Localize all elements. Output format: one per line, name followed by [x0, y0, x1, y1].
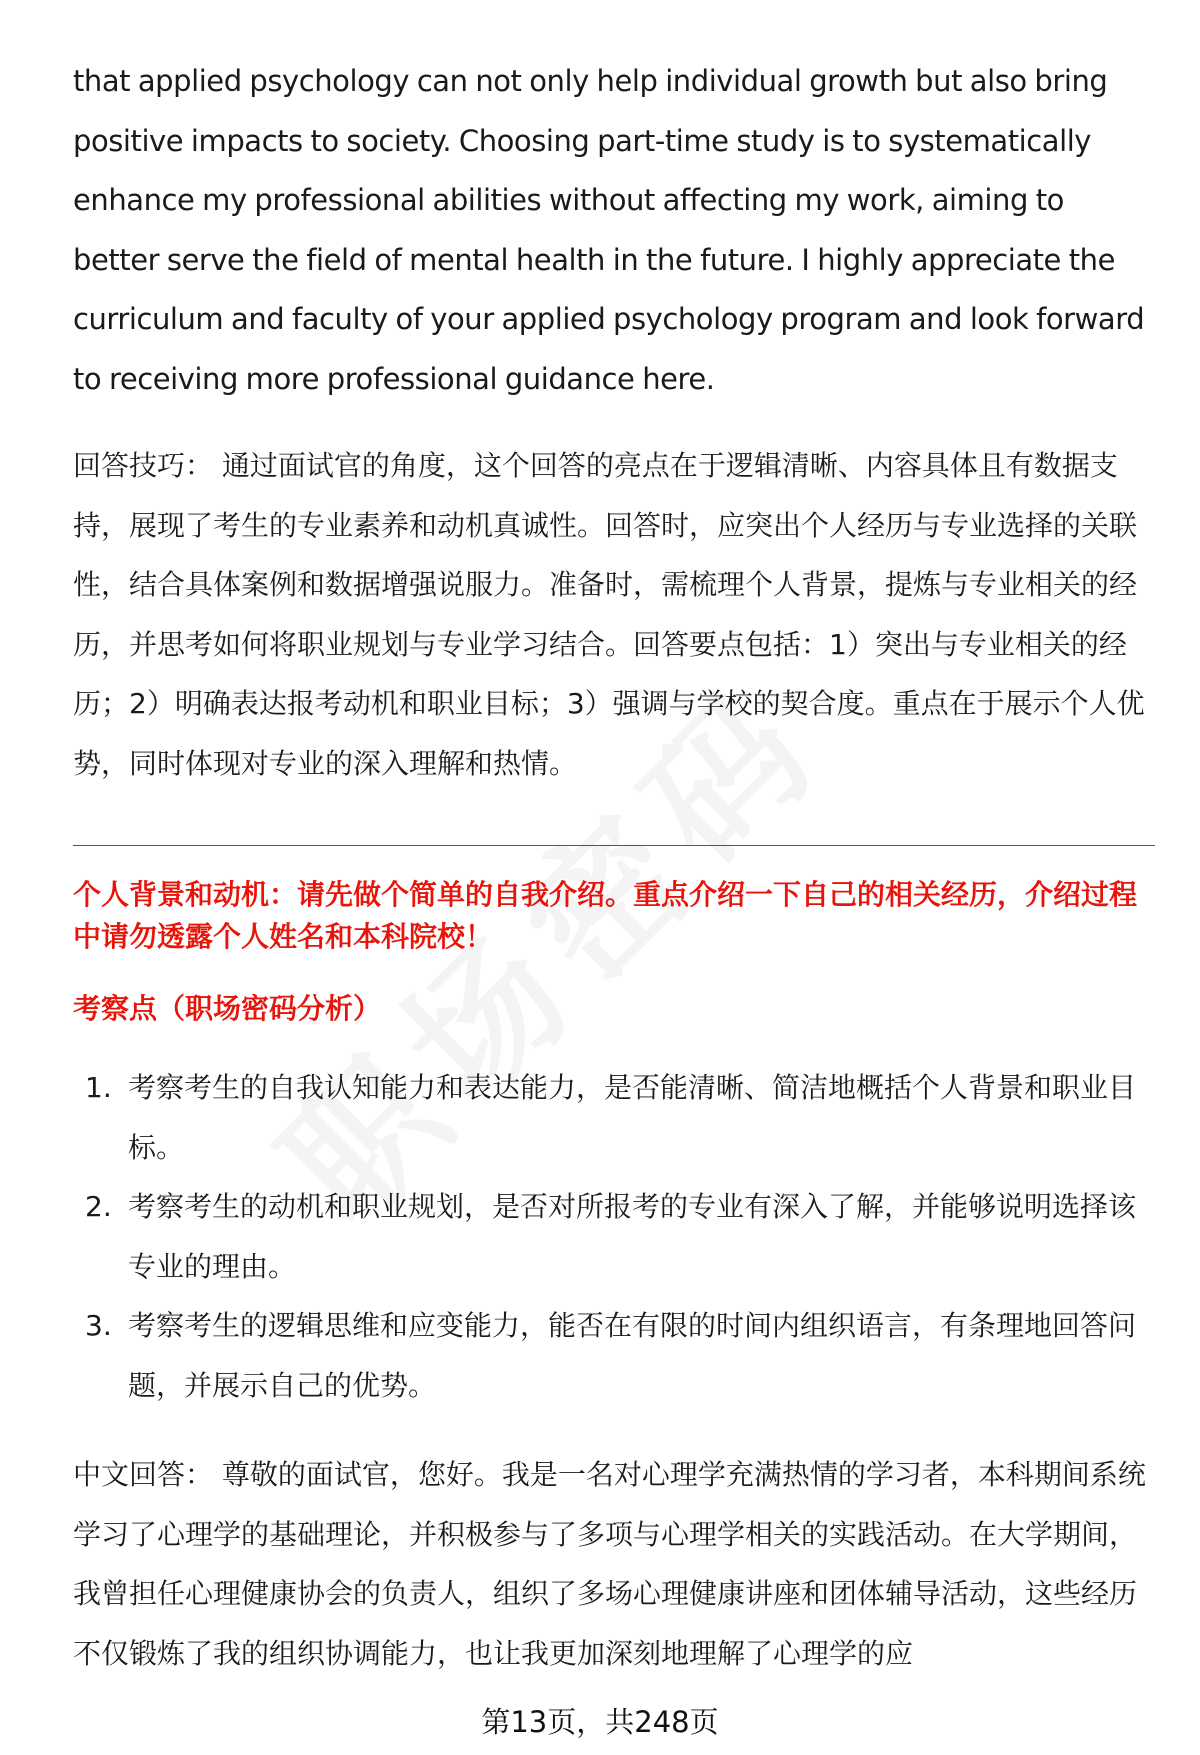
english-answer-paragraph: that applied psychology can not only help individual growth but also bring positive impacts to society. Choosing part-time study is to systematically enhance my professional abilities without affecting my work, aiming to better serve the field of mental health in the future. I highly appreciate the curriculum and faculty of your applied psychology program and look forward to receiving more professional guidance here. [73, 64, 1145, 396]
chinese-answer-paragraph: 中文回答： 尊敬的面试官，您好。我是一名对心理学充满热情的学习者，本科期间系统学习了心理学的基础理论，并积极参与了多项与心理学相关的实践活动。在大学期间，我曾担任心理健康协会的负责人，组织了多场心理健康讲座和团体辅导活动，这些经历不仅锻炼了我的组织协调能力，也让我更加深刻地理解了心理学的应 [73, 1458, 1146, 1670]
answer-tips-paragraph: 回答技巧： 通过面试官的角度，这个回答的亮点在于逻辑清晰、内容具体且有数据支持，展现了考生的专业素养和动机真诚性。回答时，应突出个人经历与专业选择的关联性，结合具体案例和数据增强说服力。准备时，需梳理个人背景，提炼与专业相关的经历，并思考如何将职业规划与专业学习结合。回答要点包括：1）突出与专业相关的经历；2）明确表达报考动机和职业目标；3）强调与学校的契合度。重点在于展示个人优势，同时体现对专业的深入理解和热情。 [73, 449, 1145, 780]
section-divider [73, 845, 1155, 846]
list-item [73, 1058, 1153, 1177]
assessment-points-list [73, 1058, 1153, 1415]
list-item-number: 3. [85, 1309, 112, 1342]
list-item-number: 1. [85, 1071, 112, 1104]
list-item-number: 2. [85, 1190, 112, 1223]
page-footer: 第13页，共248页 [481, 1705, 719, 1739]
list-item [73, 1177, 1153, 1296]
list-item-text: 考察考生的自我认知能力和表达能力，是否能清晰、简洁地概括个人背景和职业目标。 [128, 1071, 1137, 1164]
assessment-title: 考察点（职场密码分析） [73, 992, 382, 1025]
list-item [73, 1296, 1153, 1415]
interview-question: 个人背景和动机：请先做个简单的自我介绍。重点介绍一下自己的相关经历，介绍过程中请勿透露个人姓名和本科院校！ [73, 878, 1138, 953]
list-item-text: 考察考生的动机和职业规划，是否对所报考的专业有深入了解，并能够说明选择该专业的理由。 [128, 1190, 1137, 1283]
list-item-text: 考察考生的逻辑思维和应变能力，能否在有限的时间内组织语言，有条理地回答问题，并展示自己的优势。 [128, 1309, 1137, 1402]
